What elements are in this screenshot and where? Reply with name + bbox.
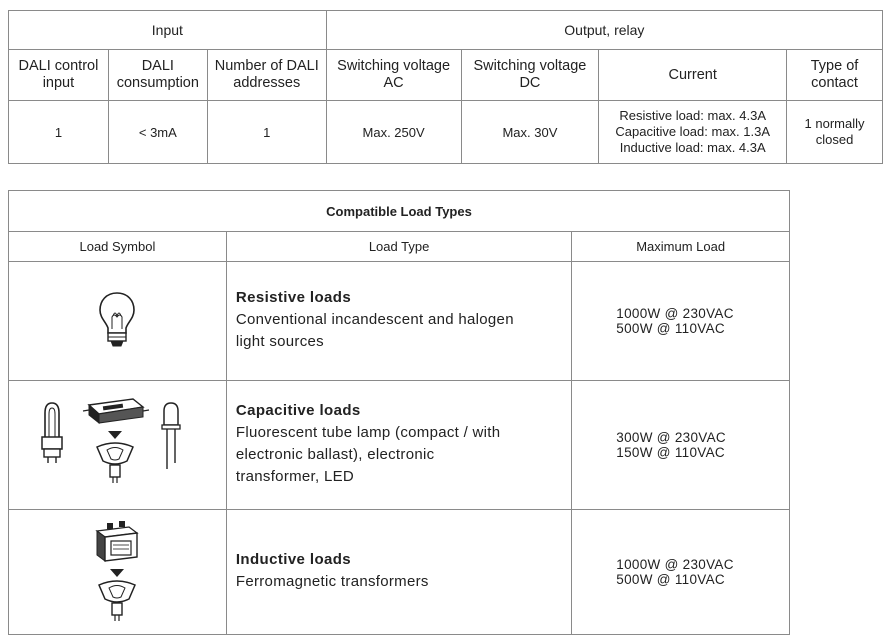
inductive-load-symbols bbox=[87, 517, 147, 627]
ferromagnetic-transformer-icon bbox=[97, 521, 137, 561]
dali-control-input-value: 1 bbox=[9, 101, 109, 164]
arrow-down-icon bbox=[108, 431, 122, 439]
contact-type-value: 1 normally closed bbox=[787, 101, 883, 164]
capacitive-load-symbols bbox=[37, 395, 197, 495]
load-symbol-cell bbox=[9, 262, 227, 381]
input-group-header: Input bbox=[9, 11, 327, 50]
load-type-name: Capacitive loads bbox=[235, 402, 361, 419]
compact-fluorescent-lamp-icon bbox=[42, 403, 62, 463]
dali-consumption-value: < 3mA bbox=[108, 101, 207, 164]
contact-type-header: Type of contact bbox=[787, 50, 883, 101]
electronic-ballast-icon bbox=[83, 399, 149, 423]
dali-addresses-value: 1 bbox=[207, 101, 326, 164]
load-row-capacitive bbox=[9, 381, 790, 510]
load-symbol-cell bbox=[9, 510, 227, 635]
load-type-name: Inductive loads bbox=[235, 551, 352, 568]
load-row-resistive bbox=[9, 262, 790, 381]
load-type-description: Ferromagnetic transformers bbox=[235, 573, 429, 590]
load-type-header: Load Type bbox=[226, 232, 571, 262]
dali-consumption-header: DALI consumption bbox=[108, 50, 207, 101]
switching-voltage-dc-value: Max. 30V bbox=[461, 101, 599, 164]
load-type-cell bbox=[226, 381, 571, 510]
current-value: Resistive load: max. 4.3A Capacitive load: max. 1.3A Inductive load: max. 4.3A bbox=[599, 101, 787, 164]
compatible-load-types-table bbox=[8, 190, 790, 635]
load-row-inductive bbox=[9, 510, 790, 635]
output-group-header: Output, relay bbox=[326, 11, 882, 50]
switching-voltage-dc-header: Switching voltage DC bbox=[461, 50, 599, 101]
load-table-title: Compatible Load Types bbox=[9, 191, 790, 232]
halogen-spot-lamp-icon bbox=[99, 581, 135, 621]
load-type-description: Fluorescent tube lamp (compact / with electronic ballast), electronic transformer, LED bbox=[235, 424, 501, 485]
incandescent-bulb-icon bbox=[97, 291, 137, 351]
halogen-spot-lamp-icon bbox=[97, 443, 133, 483]
switching-voltage-ac-value: Max. 250V bbox=[326, 101, 461, 164]
load-type-name: Resistive loads bbox=[235, 289, 352, 306]
led-icon bbox=[162, 403, 180, 469]
load-type-cell bbox=[226, 510, 571, 635]
load-symbol-header: Load Symbol bbox=[9, 232, 227, 262]
load-type-description: Conventional incandescent and halogen light sources bbox=[235, 311, 514, 350]
switching-voltage-ac-header: Switching voltage AC bbox=[326, 50, 461, 101]
maximum-load-header: Maximum Load bbox=[572, 232, 790, 262]
maximum-load-cell: 300W @ 230VAC 150W @ 110VAC bbox=[572, 381, 790, 510]
current-header: Current bbox=[599, 50, 787, 101]
dali-control-input-header: DALI control input bbox=[9, 50, 109, 101]
load-symbol-cell bbox=[9, 381, 227, 510]
maximum-load-cell: 1000W @ 230VAC 500W @ 110VAC bbox=[572, 510, 790, 635]
load-type-cell bbox=[226, 262, 571, 381]
arrow-down-icon bbox=[110, 569, 124, 577]
maximum-load-cell: 1000W @ 230VAC 500W @ 110VAC bbox=[572, 262, 790, 381]
dali-addresses-header: Number of DALI addresses bbox=[207, 50, 326, 101]
specification-table bbox=[8, 10, 883, 164]
